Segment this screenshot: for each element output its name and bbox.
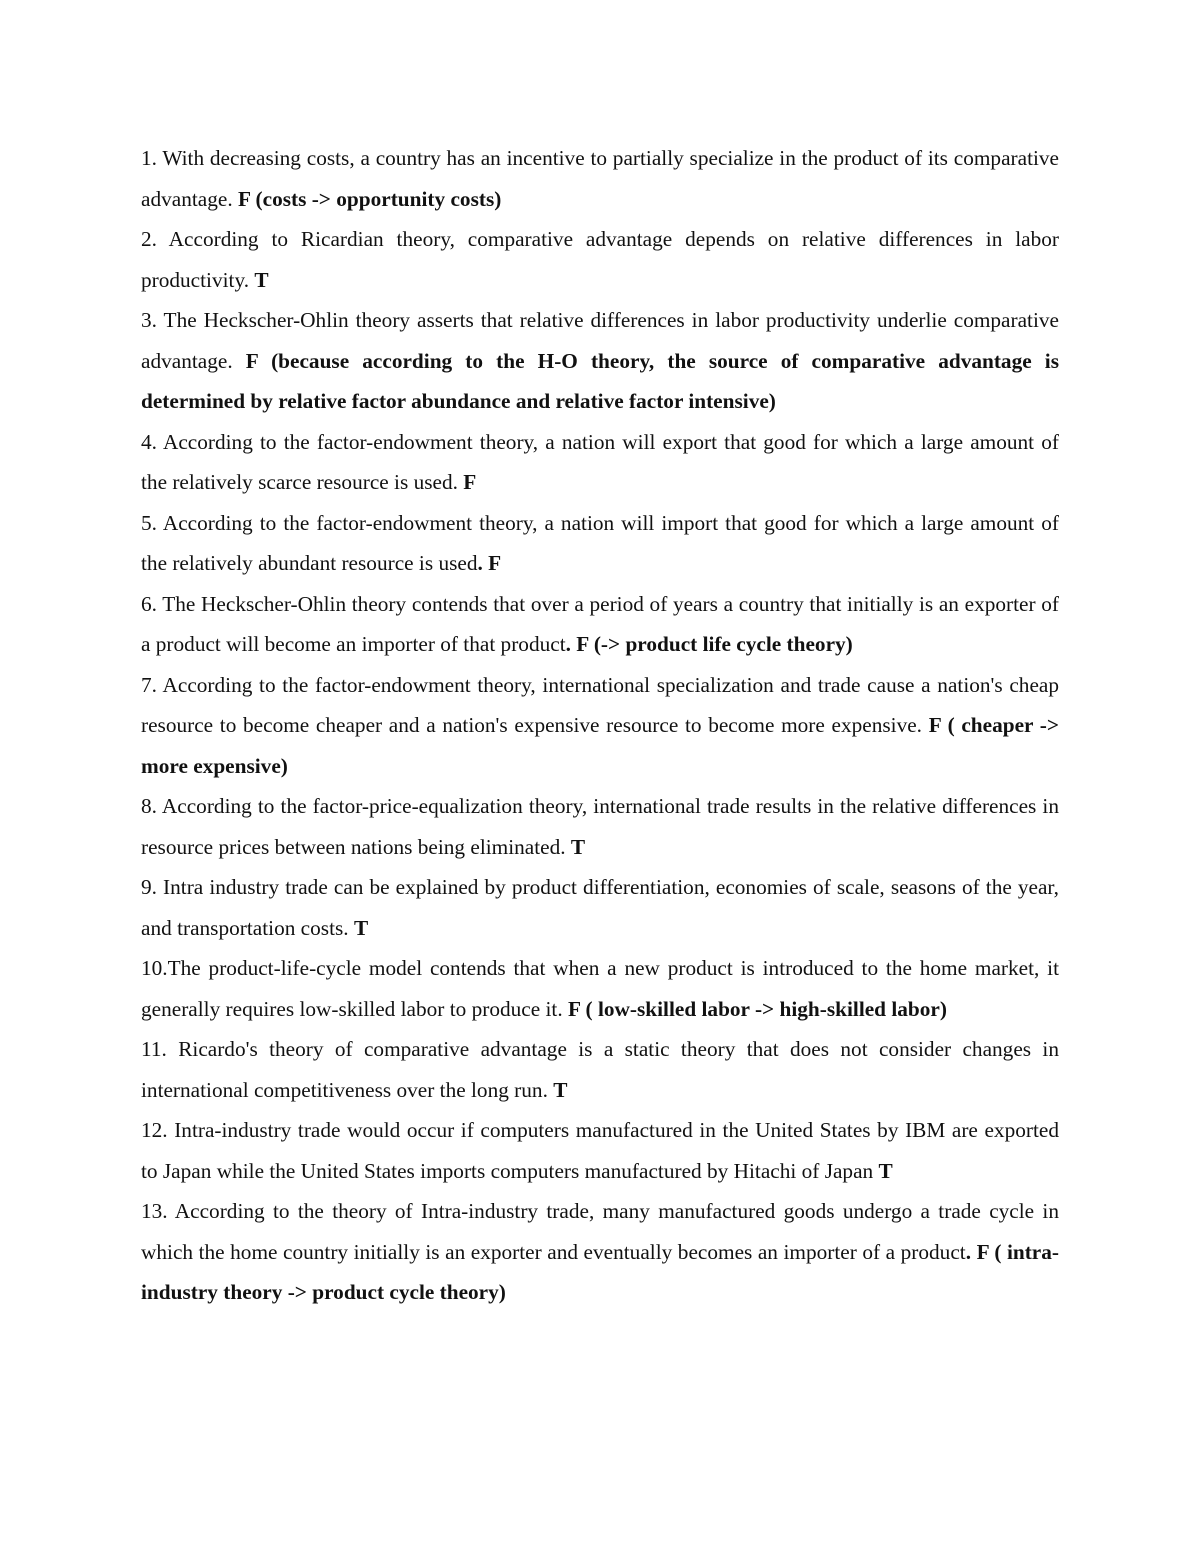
question-item-10: [141, 948, 1059, 1029]
question-text: 11. Ricardo's theory of comparative advantage is a static theory that does not consider changes in international competitiveness over the long run.: [141, 1037, 1059, 1102]
question-answer: F (costs -> opportunity costs): [237, 186, 502, 211]
question-answer: . F ( intra-industry theory -> product cycle theory): [141, 1239, 1060, 1304]
question-answer: T: [570, 834, 586, 859]
question-text: 2. According to Ricardian theory, comparative advantage depends on relative differences in labor productivity.: [141, 227, 1059, 292]
question-item-2: [141, 219, 1059, 300]
question-text: 10.The product-life-cycle model contends that when a new product is introduced to the home market, it generally requires low-skilled labor to produce it.: [141, 956, 1059, 1021]
question-text: 9. Intra industry trade can be explained by product differentiation, economies of scale, seasons of the year, and transportation costs.: [141, 875, 1059, 940]
question-answer: F: [463, 470, 477, 494]
question-text: 6. The Heckscher-Ohlin theory contends that over a period of years a country that initially is an exporter of a product will become an importer of that product: [141, 591, 1059, 656]
question-item-7: [141, 665, 1059, 787]
question-answer: F ( low-skilled labor -> high-skilled labor): [568, 996, 947, 1021]
question-item-5: [141, 503, 1059, 584]
question-item-12: [141, 1110, 1059, 1191]
question-item-13: [141, 1191, 1059, 1313]
question-item-6: [141, 584, 1059, 665]
question-text: 1. With decreasing costs, a country has an incentive to partially specialize in the product of its comparative advantage.: [141, 146, 1059, 211]
question-answer: T: [353, 915, 369, 940]
question-text: 3. The Heckscher-Ohlin theory asserts that relative differences in labor productivity underlie comparative advantage.: [141, 308, 1059, 373]
question-answer: F ( cheaper -> more expensive): [141, 713, 1059, 778]
question-answer: . F: [477, 551, 502, 575]
question-item-11: [141, 1029, 1059, 1110]
question-item-9: [141, 867, 1059, 948]
question-text: 8. According to the factor-price-equalization theory, international trade results in the relative differences in resource prices between nations being eliminated.: [141, 794, 1059, 859]
question-text: 4. According to the factor-endowment theory, a nation will export that good for which a large amount of the relatively scarce resource is used.: [141, 429, 1059, 494]
question-text: 5. According to the factor-endowment theory, a nation will import that good for which a large amount of the relatively abundant resource is used: [141, 510, 1059, 575]
question-item-4: [141, 422, 1059, 503]
question-text: 13. According to the theory of Intra-industry trade, many manufactured goods undergo a trade cycle in which the home country initially is an exporter and eventually becomes an importer of a product: [141, 1199, 1059, 1264]
question-item-3: [141, 300, 1059, 422]
question-item-8: [141, 786, 1059, 867]
question-answer: T: [878, 1158, 893, 1183]
question-text: 12. Intra-industry trade would occur if computers manufactured in the United States by IBM are exported to Japan while the United States imports computers manufactured by Hitachi of Japan: [141, 1118, 1059, 1183]
question-answer: F (because according to the H-O theory, the source of comparative advantage is determined by relative factor abundance and relative factor intensive): [141, 348, 1059, 413]
question-answer: T: [254, 267, 269, 292]
question-list: [141, 138, 1059, 1313]
question-answer: . F (-> product life cycle theory): [565, 632, 853, 656]
question-item-1: [141, 138, 1059, 219]
question-text: 7. According to the factor-endowment theory, international specialization and trade cause a nation's cheap resource to become cheaper and a nation's expensive resource to become more expensive.: [141, 672, 1059, 737]
question-answer: T: [553, 1077, 568, 1102]
